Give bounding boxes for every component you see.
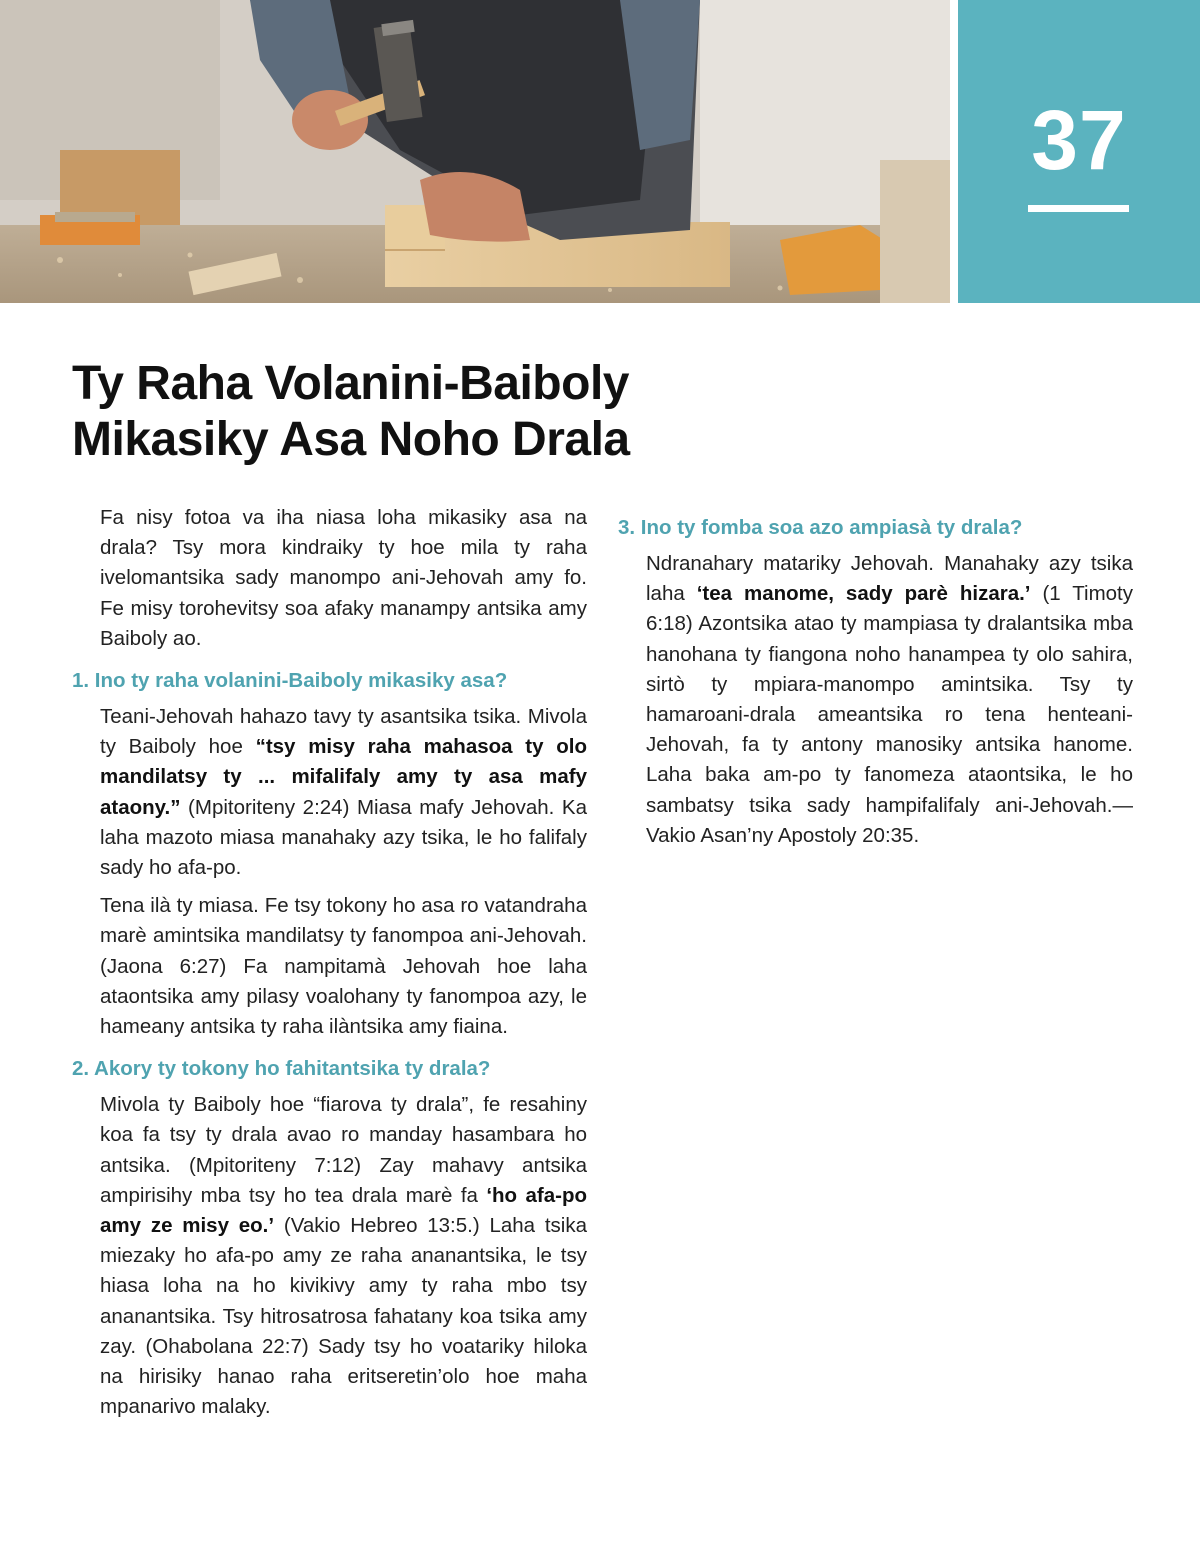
intro-paragraph: Fa nisy fotoa va iha niasa loha mikasiky asa na drala? Tsy mora kindraiky ty hoe mila ty raha ivelomantsika sady manompo ani-Jehovah amy fo. Fe misy torohevitsy soa afaky manampy antsika amy Baiboly ao. — [100, 506, 587, 650]
section-3-paragraph-1: Ndranahary matariky Jehovah. Manahaky azy tsika laha ‘tea manome, sady parè hizara.’ (1 Timoty 6:18) Azontsika atao ty mampiasa ty dralantsika mba hanohana ty fiangona noho hanampea ty olo sahira, sirtò ty mpiara-manompo amintsika. Tsy ty hamaroani-drala ameantsika ro tena henteani-Jehovah, fa ty antony manosiky antsika hanome. Laha baka am-po ty fanomeza ataontsika, le ho sambatsy tsika sady hampifalifaly ani-Jehovah.—Vakio Asan’ny Apostoly 20:35. — [646, 552, 1133, 847]
section-3-heading: 3. Ino ty fomba soa azo ampiasà ty drala? — [618, 516, 1023, 539]
section-1-paragraph-2: Tena ilà ty miasa. Fe tsy tokony ho asa ro vatandraha marè amintsika mandilatsy ty fanompoa ani-Jehovah. (Jaona 6:27) Fa nampitamà Jehovah hoe laha ataontsika amy pilasy voalohany ty fanompoa azy, le hameany antsika ty raha ilàntsika amy fiaina. — [100, 894, 587, 1039]
right-column — [618, 503, 1133, 859]
section-1-paragraph-1: Teani-Jehovah hahazo tavy ty asantsika tsika. Mivola ty Baiboly hoe “tsy misy raha mahasoa ty olo mandilatsy ty ... mifalifaly amy ty asa mafy ataony.” (Mpitoriteny 2:24) Miasa mafy Jehovah. Ka laha mazoto miasa manahaky azy tsika, le ho falifaly sady ho afa-po. — [100, 705, 587, 880]
lesson-number-box — [958, 0, 1200, 303]
bold-quote: ‘ho afa-po amy ze misy eo.’ — [100, 1183, 587, 1238]
header-photo — [0, 0, 950, 303]
carpenter-illustration — [0, 0, 950, 303]
title-line-2: Mikasiky Asa Noho Drala — [72, 413, 630, 466]
section-1-heading: 1. Ino ty raha volanini-Baiboly mikasiky asa? — [72, 669, 508, 693]
left-column — [72, 503, 587, 1430]
lesson-number-underline — [1028, 205, 1129, 212]
title-line-1: Ty Raha Volanini-Baiboly — [72, 357, 629, 410]
bold-quote: ‘tea manome, sady parè hizara.’ — [696, 582, 1031, 606]
bold-quote: “tsy misy raha mahasoa ty olo mandilatsy ty ... mifalifaly amy ty asa mafy ataony.” — [100, 735, 587, 819]
section-2-paragraph-1: Mivola ty Baiboly hoe “fiarova ty drala”, fe resahiny koa fa tsy ty drala avao ro manday hasambara ho antsika. (Mpitoriteny 7:12) Zay mahavy antsika ampirisihy mba tsy ho tea drala marè fa ‘ho afa-po amy ze misy eo.’ (Vakio Hebreo 13:5.) Laha tsika miezaky ho afa-po amy ze raha ananantsika, le tsy hiasa loha na ho kivikivy amy ty raha mbo tsy ananantsika. Tsy hitrosatrosa fahatany koa tsika amy zay. (Ohabolana 22:7) Sady tsy ho voatariky hiloka na hirisiky hanao raha eritseretin’olo hoe maha mpanarivo malaky. — [100, 1093, 587, 1419]
lesson-number: 37 — [1031, 93, 1127, 187]
section-2-heading: 2. Akory ty tokony ho fahitantsika ty drala? — [72, 1057, 491, 1081]
page-title — [72, 356, 630, 468]
